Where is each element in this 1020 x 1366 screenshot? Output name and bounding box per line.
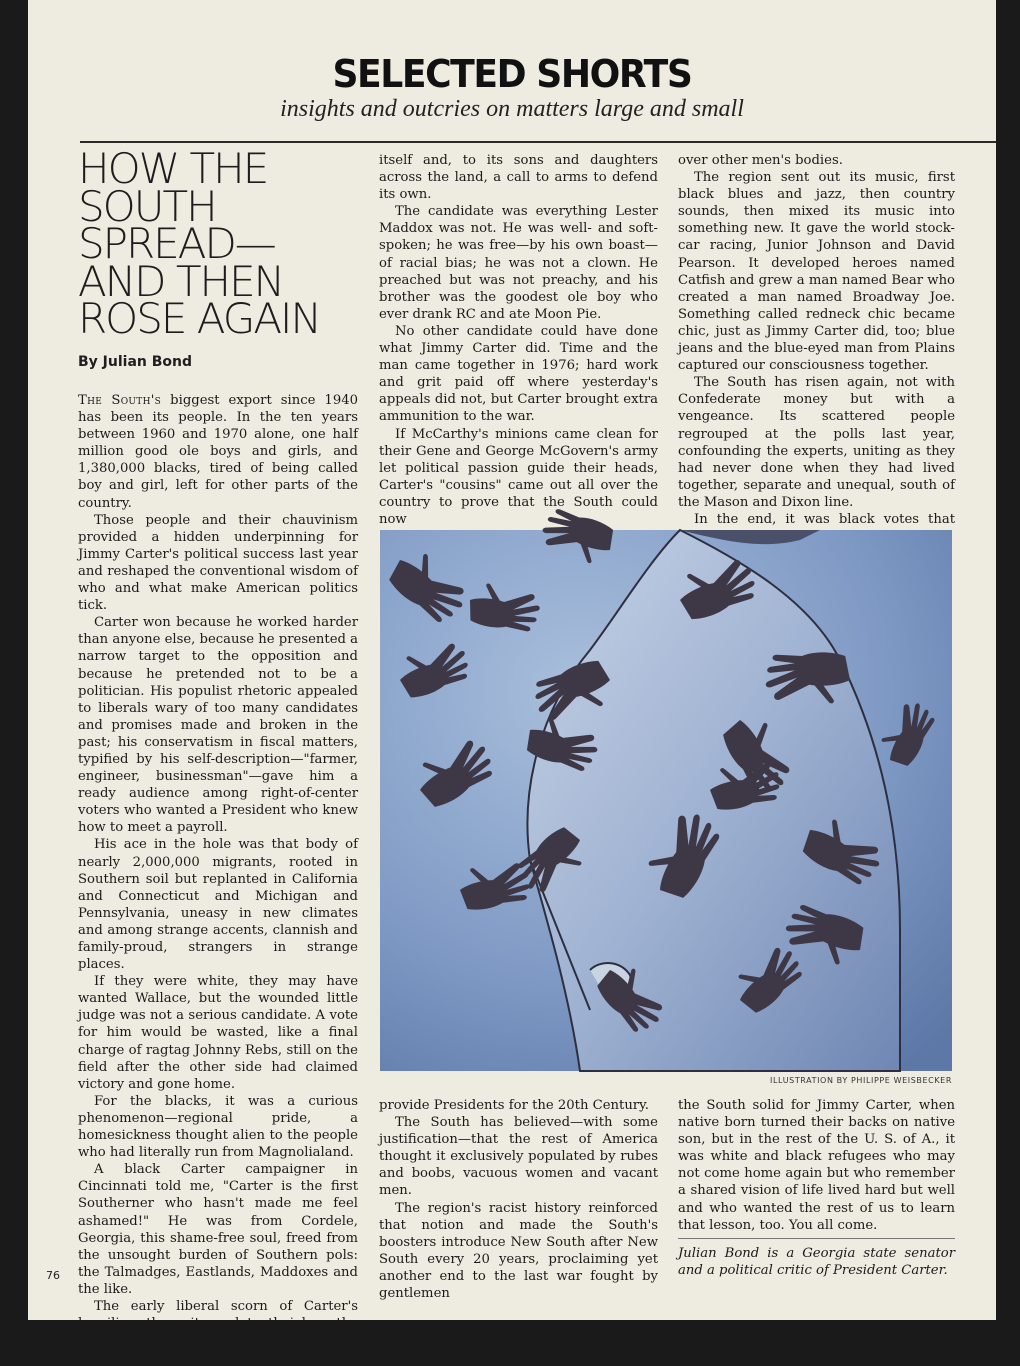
paragraph: If they were white, they may have wanted Wallace, but the wounded little judge was not a serious candidate. A vote for him would be wasted, like a final charge of ragtag Johnny Rebs, still on the field after the other side had claimed victory and gone home. [78,974,358,1092]
column-3-bottom [678,1097,955,1234]
column-2-top [379,152,658,528]
paragraph: Those people and their chauvinism provided a hidden underpinning for Jimmy Carter's political success last year and reshaped the conventional wisdom of who and what make American politics tick. [78,512,358,614]
column-3-top [678,152,955,545]
hands-on-back-icon [380,530,952,1071]
article-headline [78,144,368,344]
headline-line: ROSE AGAIN [78,294,320,344]
author-bio: Julian Bond is a Georgia state senator and a political critic of President Carter. [678,1246,955,1279]
paragraph: provide Presidents for the 20th Century. [379,1098,650,1113]
bio-rule [678,1238,955,1239]
byline: By Julian Bond [78,354,193,370]
masthead [28,52,996,123]
paragraph: If McCarthy's minions came clean for their Gene and George McGovern's army let political passion guide their heads, Carter's "cousins" came out all over the country to prove that the South could now [379,426,658,527]
lead-in: The South's [78,393,162,408]
paragraph: over other men's bodies. [678,153,843,168]
paragraph: No other candidate could have done what Jimmy Carter did. Time and the man came together in 1976; hard work and grit paid off where yesterday's appeals did not, but Carter brought extra ammunition to the war. [379,323,658,425]
masthead-rule [80,141,996,143]
magazine-page [28,0,996,1366]
paragraph: The early liberal scorn of Carter's homilies, the grits and teeth jokes, the Eastern jibes at his born-again religion—those were fighting words in the region [78,1298,358,1366]
headline-line: SOUTH [78,181,216,231]
paragraph: The South has believed—with some justification—that the rest of America thought it exclusively populated by rubes and boobs, vacuous women and vacant men. [379,1115,658,1199]
paragraph: itself and, to its sons and daughters across the land, a call to arms to defend its own. [379,153,658,203]
headline-line: SPREAD— [78,219,275,269]
paragraph: In the end, it was black votes that [694,511,955,527]
section-subtitle: insights and outcries on matters large and small [280,96,744,122]
column-1 [78,392,358,1366]
page-number: 76 [46,1269,60,1282]
section-title: SELECTED SHORTS [332,52,692,96]
illustration [380,530,952,1071]
paragraph [78,392,358,512]
paragraph: the South solid for Jimmy Carter, when native born turned their backs on native son, but in the rest of the U. S. of A., it was white and black refugees who may not come home again but who remember a shared vision of life lived hard but well and who wanted the rest of us to learn that lesson, too. You all come. [678,1098,955,1233]
paragraph: The region sent out its music, first black blues and jazz, then country sounds, then mixed its music into something new. It gave the world stock-car racing, Junior Johnson and David Pearson. It developed heroes named Catfish and grew a man named Bear who created a man named Broadway Joe. Something called redneck chic became chic, just as Jimmy Carter did, too; blue jeans and the blue-eyed man from Plains captured our consciousness together. [678,170,955,374]
column-2-bottom [379,1097,658,1302]
paragraph-text: biggest export since 1940 has been its people. In the ten years between 1960 and 1970 alone, one half million good ole boys and girls, and 1,380,000 blacks, tired of being called boy and girl, left for other parts of the country. [78,393,358,511]
paragraph: His ace in the hole was that body of nearly 2,000,000 migrants, rooted in Southern soil but replanted in California and Connecticut and Michigan and Pennsylvania, uneasy in new climates and among strange accents, clannish and family-proud, strangers in strange places. [78,837,358,973]
paragraph: The candidate was everything Lester Maddox was not. He was well- and soft-spoken; he was free—by his own boast—of racial bias; he was not a clown. He preached but was not preachy, and his brother was the goodest ole boy who ever drank RC and ate Moon Pie. [379,204,658,322]
paragraph: Carter won because he worked harder than anyone else, because he presented a narrow target to the opposition and because he pretended not to be a politician. His populist rhetoric appealed to liberals wary of too many candidates and promises made and broken in the past; his conservatism in fiscal matters, typified by his self-description—"farmer, engineer, businessman"—gave him a ready audience among right-of-center voters who wanted a President who knew how to meet a payroll. [78,615,359,836]
headline-line: HOW THE [78,144,268,193]
paragraph: The region's racist history reinforced that notion and made the South's boosters introduce New South after New South every 20 years, proclaiming yet another end to the last war fought by gentlemen [379,1200,658,1302]
illustration-credit: ILLUSTRATION BY PHILIPPE WEISBECKER [770,1076,952,1085]
paragraph: A black Carter campaigner in Cincinnati told me, "Carter is the first Southerner who hasn't made me feel ashamed!" He was from Cordele, Georgia, this shame-free soul, freed from the unsought burden of Southern pols: the Talmadges, Eastlands, Maddoxes and the like. [78,1162,358,1297]
paragraph: For the blacks, it was a curious phenomenon—regional pride, a homesickness thought alien to the people who had literally run from Magnolialand. [78,1093,358,1161]
headline-line: AND THEN [78,256,284,306]
paragraph: The South has risen again, not with Confederate money but with a vengeance. Its scattered people regrouped at the polls last year, confounding the experts, uniting as they had never done when they had lived together, separate and unequal, south of the Mason and Dixon line. [678,375,955,510]
